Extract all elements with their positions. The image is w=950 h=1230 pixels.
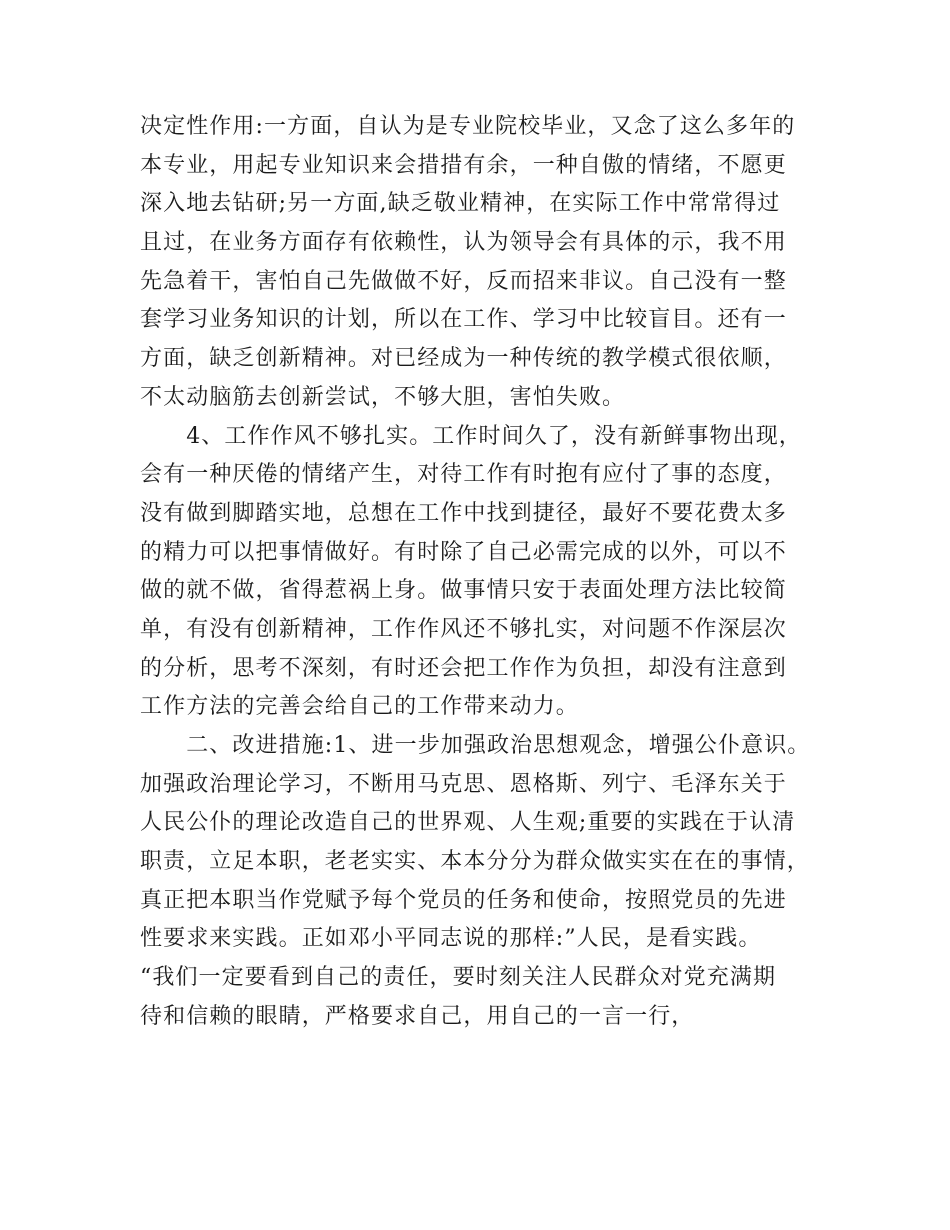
text-line: 性要求来实践。正如邓小平同志说的那样:”人民，是看实践。 bbox=[140, 926, 762, 952]
text-line: 单，有没有创新精神，工作作风还不够扎实，对问题不作深层次 bbox=[140, 616, 787, 642]
text-line: 人民公仆的理论改造自己的世界观、人生观;重要的实践在于认清 bbox=[140, 810, 796, 836]
document-body bbox=[140, 108, 820, 1037]
text-line: 方面，缺乏创新精神。对已经成为一种传统的教学模式很依顺， bbox=[140, 346, 787, 372]
text-line: 的分析，思考不深刻，有时还会把工作作为负担，却没有注意到 bbox=[140, 655, 787, 681]
text-line: 决定性作用:一方面，自认为是专业院校毕业，又念了这么多年的 bbox=[140, 114, 796, 139]
text-line: 待和信赖的眼睛，严格要求自己，用自己的一言一行， bbox=[140, 1003, 695, 1029]
text-line: 且过，在业务方面存有依赖性，认为领导会有具体的示，我不用 bbox=[140, 230, 787, 256]
text-line: 本专业，用起专业知识来会措措有余，一种自傲的情绪，不愿更 bbox=[140, 152, 787, 178]
text-line: 4、工作作风不够扎实。工作时间久了，没有新鲜事物出现， bbox=[140, 423, 802, 449]
text-line: 做的就不做，省得惹祸上身。做事情只安于表面处理方法比较简 bbox=[140, 578, 787, 604]
text-line: 套学习业务知识的计划，所以在工作、学习中比较盲目。还有一 bbox=[140, 307, 787, 333]
text-line: 职责，立足本职，老老实实、本本分分为群众做实实在在的事情， bbox=[140, 849, 810, 875]
text-line: 会有一种厌倦的情绪产生，对待工作有时抱有应付了事的态度， bbox=[140, 462, 787, 488]
text-line: 深入地去钻研;另一方面,缺乏敬业精神，在实际工作中常常得过 bbox=[140, 191, 781, 217]
text-line: 的精力可以把事情做好。有时除了自己必需完成的以外，可以不 bbox=[140, 539, 787, 565]
text-line: 加强政治理论学习，不断用马克思、恩格斯、列宁、毛泽东关于 bbox=[140, 771, 787, 797]
text-line: “我们一定要看到自己的责任，要时刻关注人民群众对党充满期 bbox=[140, 965, 777, 991]
text-line: 没有做到脚踏实地，总想在工作中找到捷径，最好不要花费太多 bbox=[140, 500, 787, 526]
text-line: 真正把本职当作党赋予每个党员的任务和使命，按照党员的先进 bbox=[140, 887, 787, 913]
text-line: 工作方法的完善会给自己的工作带来动力。 bbox=[140, 694, 579, 720]
text-line: 二、改进措施:1、进一步加强政治思想观念，增强公仆意识。 bbox=[140, 733, 811, 758]
text-line: 不太动脑筋去创新尝试，不够大胆，害怕失败。 bbox=[140, 384, 626, 410]
text-line: 先急着干，害怕自己先做做不好，反而招来非议。自己没有一整 bbox=[140, 268, 787, 294]
